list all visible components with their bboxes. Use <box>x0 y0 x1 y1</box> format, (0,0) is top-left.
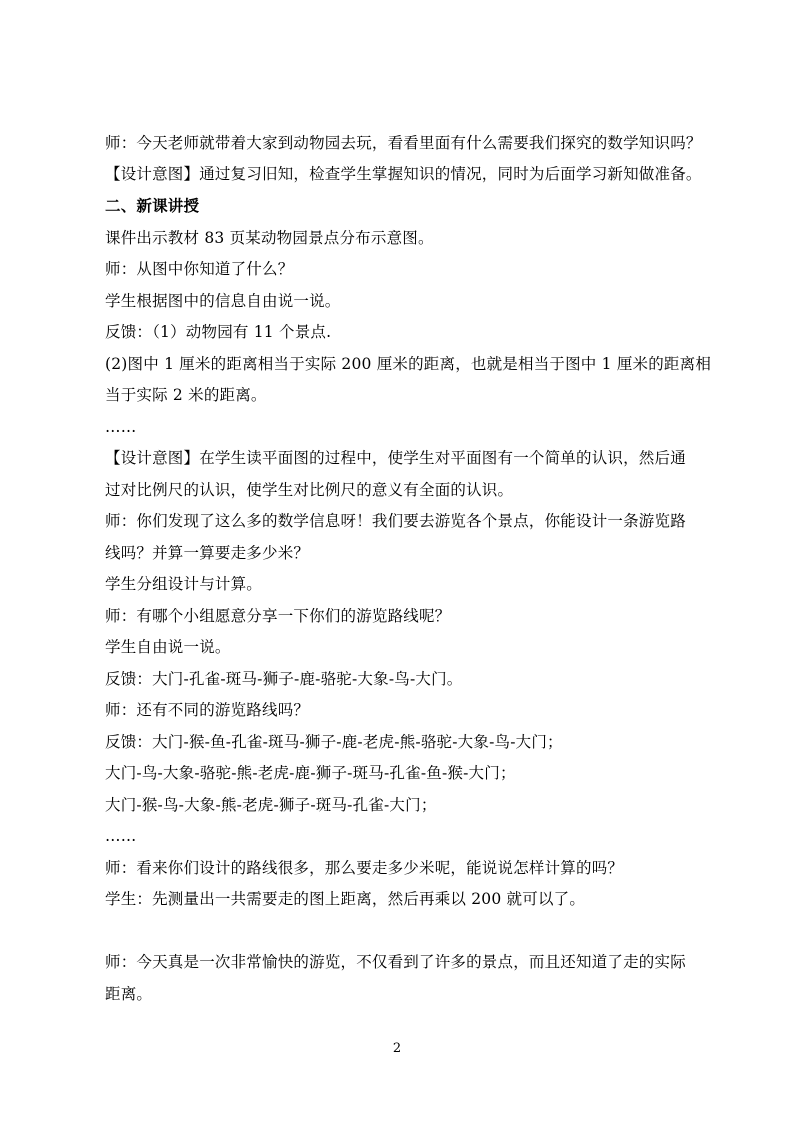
paragraph-line: 【设计意图】在学生读平面图的过程中，使学生对平面图有一个简单的认识，然后通 <box>105 449 686 467</box>
section-heading: 二、新课讲授 <box>105 196 200 215</box>
paragraph-line: 大门-鸟-大象-骆驼-熊-老虎-鹿-狮子-斑马-孔雀-鱼-猴-大门； <box>105 764 516 782</box>
paragraph-line: 课件出示教材 83 页某动物园景点分布示意图。 <box>105 229 434 247</box>
page-number: 2 <box>392 1041 402 1056</box>
paragraph-line: 大门-猴-鸟-大象-熊-老虎-狮子-斑马-孔雀-大门； <box>105 796 437 814</box>
ellipsis-line: …… <box>105 827 137 845</box>
paragraph-line: 师：今天真是一次非常愉快的游览，不仅看到了许多的景点，而且还知道了走的实际 <box>105 953 686 971</box>
paragraph-line: 反馈：（1）动物园有 11 个景点. <box>105 323 332 341</box>
paragraph-line: 【设计意图】通过复习旧知，检查学生掌握知识的情况，同时为后面学习新知做准备。 <box>105 165 702 183</box>
paragraph-line: 反馈：大门-孔雀-斑马-狮子-鹿-骆驼-大象-鸟-大门。 <box>105 670 463 688</box>
paragraph-line: 过对比例尺的认识，使学生对比例尺的意义有全面的认识。 <box>105 481 514 499</box>
paragraph-line: 师：看来你们设计的路线很多，那么要走多少米呢，能说说怎样计算的吗？ <box>105 859 624 877</box>
paragraph-line: 学生自由说一说。 <box>105 638 231 656</box>
paragraph-line: 师：还有不同的游览路线吗？ <box>105 701 310 719</box>
paragraph-line: 学生：先测量出一共需要走的图上距离，然后再乘以 200 就可以了。 <box>105 890 586 908</box>
ellipsis-line: …… <box>105 418 137 436</box>
paragraph-line: 师：今天老师就带着大家到动物园去玩，看看里面有什么需要我们探究的数学知识吗？ <box>105 134 702 152</box>
paragraph-line: 师：有哪个小组愿意分享一下你们的游览路线呢？ <box>105 607 451 625</box>
paragraph-line: 当于实际 2 米的距离。 <box>105 386 267 404</box>
paragraph-line: 学生分组设计与计算。 <box>105 575 263 593</box>
paragraph-line: 距离。 <box>105 985 153 1003</box>
paragraph-line: 师：你们发现了这么多的数学信息呀！我们要去游览各个景点，你能设计一条游览路 <box>105 512 686 530</box>
paragraph-line: (2)图中 1 厘米的距离相当于实际 200 厘米的距离，也就是相当于图中 1 厘米的距离相 <box>105 355 712 373</box>
paragraph-line: 师：从图中你知道了什么？ <box>105 260 294 278</box>
paragraph-line: 学生根据图中的信息自由说一说。 <box>105 292 341 310</box>
paragraph-line: 线吗？并算一算要走多少米？ <box>105 544 310 562</box>
paragraph-line: 反馈：大门-猴-鱼-孔雀-斑马-狮子-鹿-老虎-熊-骆驼-大象-鸟-大门； <box>105 733 563 751</box>
